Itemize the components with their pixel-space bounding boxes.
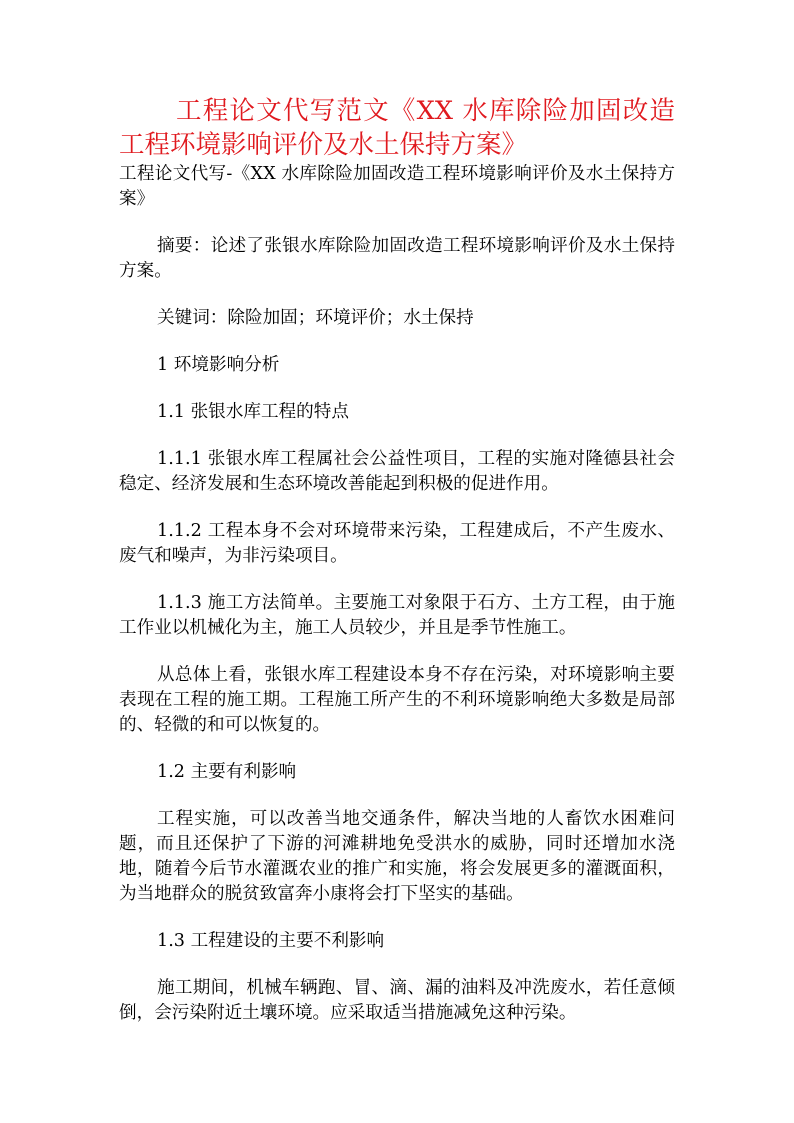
body-paragraph-summary: 从总体上看，张银水库工程建设本身不存在污染，对环境影响主要表现在工程的施工期。工程施工所产生的不利环境影响绝大多数是局部的、轻微的和可以恢复的。 xyxy=(119,665,675,735)
body-paragraph-1-1-1: 1.1.1 张银水库工程属社会公益性项目，工程的实施对隆德县社会稳定、经济发展和生态环境改善能起到积极的促进作用。 xyxy=(119,449,675,494)
section-heading-1-1: 1.1 张银水库工程的特点 xyxy=(157,402,349,422)
keywords-paragraph: 关键词：除险加固；环境评价；水土保持 xyxy=(157,308,474,328)
document-title: 工程论文代写范文《XX 水库除险加固改造工程环境影响评价及水土保持方案》 xyxy=(119,96,675,160)
section-heading-1: 1 环境影响分析 xyxy=(157,355,280,375)
body-paragraph-adverse: 施工期间，机械车辆跑、冒、滴、漏的油料及冲洗废水，若任意倾倒，会污染附近土壤环境。应采取适当措施减免这种污染。 xyxy=(119,978,675,1023)
body-paragraph-1-1-3: 1.1.3 施工方法简单。主要施工对象限于石方、土方工程，由于施工作业以机械化为主，施工人员较少，并且是季节性施工。 xyxy=(119,593,675,638)
body-paragraph-benefits: 工程实施，可以改善当地交通条件，解决当地的人畜饮水困难问题，而且还保护了下游的河滩耕地免受洪水的威胁，同时还增加水浇地，随着今后节水灌溉农业的推广和实施，将会发展更多的灌溉面积，为当地群众的脱贫致富奔小康将会打下坚实的基础。 xyxy=(119,809,675,904)
section-heading-1-2: 1.2 主要有利影响 xyxy=(157,762,297,782)
body-paragraph-1-1-2: 1.1.2 工程本身不会对环境带来污染，工程建成后，不产生废水、废气和噪声，为非污染项目。 xyxy=(119,521,675,566)
abstract-paragraph: 摘要：论述了张银水库除险加固改造工程环境影响评价及水土保持方案。 xyxy=(119,236,675,281)
section-heading-1-3: 1.3 工程建设的主要不利影响 xyxy=(157,931,385,951)
document-subtitle: 工程论文代写-《XX 水库除险加固改造工程环境影响评价及水土保持方案》 xyxy=(119,164,675,209)
document-body xyxy=(119,94,675,1026)
